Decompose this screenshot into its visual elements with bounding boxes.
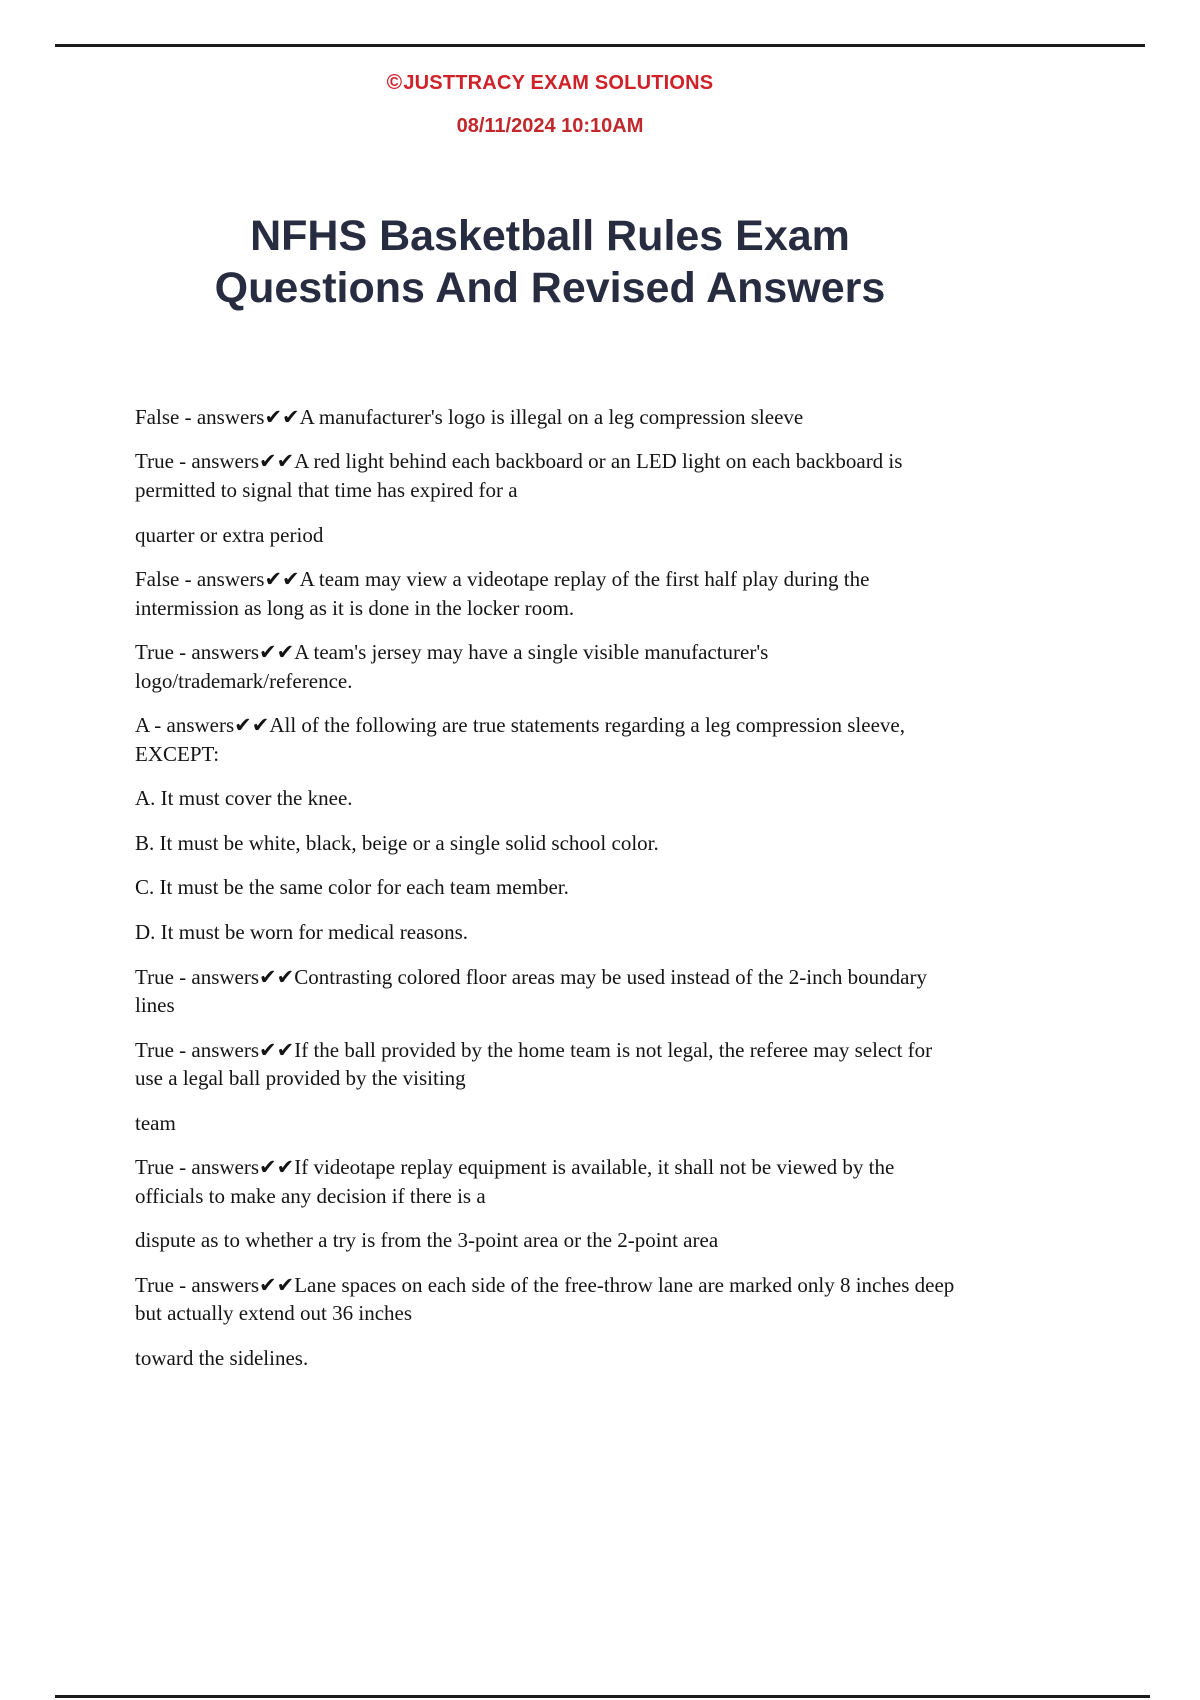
qa-paragraph: True - answers✔✔Contrasting colored floor areas may be used instead of the 2-inch boundary lines [135, 964, 927, 1018]
answer-option: A. It must cover the knee. [135, 786, 353, 811]
qa-paragraph: True - answers✔✔A red light behind each backboard or an LED light on each backboard is permitted to signal that time has expired for a [135, 449, 903, 502]
qa-paragraph: True - answers✔✔Lane spaces on each side of the free-throw lane are marked only 8 inches deep but actually extend out 36 inches [135, 1272, 955, 1326]
answer-option: C. It must be the same color for each team member. [135, 875, 569, 900]
top-divider [55, 44, 1145, 47]
brand-line [135, 71, 965, 95]
qa-paragraph: quarter or extra period [135, 522, 324, 547]
document-body [135, 403, 965, 1373]
qa-paragraph: True - answers✔✔If the ball provided by the home team is not legal, the referee may select for use a legal ball provided by the visiting [135, 1037, 933, 1091]
document-title: NFHS Basketball Rules Exam Questions And Revised Answers [214, 212, 886, 313]
answer-option: B. It must be white, black, beige or a single solid school color. [135, 830, 659, 855]
document-header [135, 71, 965, 138]
qa-paragraph: False - answers✔✔A manufacturer's logo is illegal on a leg compression sleeve [135, 404, 804, 429]
brand-name: JUSTTRACY EXAM SOLUTIONS [403, 72, 714, 94]
copyright-icon: © [386, 71, 403, 94]
qa-paragraph: True - answers✔✔A team's jersey may have a single visible manufacturer's logo/trademark/reference. [135, 640, 769, 693]
answer-option: D. It must be worn for medical reasons. [135, 920, 468, 945]
qa-paragraph: team [135, 1110, 176, 1135]
qa-paragraph: False - answers✔✔A team may view a videotape replay of the first half play during the intermission as long as it is done in the locker room. [135, 567, 870, 620]
content-column [135, 71, 965, 1373]
bottom-divider [55, 1695, 1150, 1698]
qa-paragraph: True - answers✔✔If videotape replay equipment is available, it shall not be viewed by the officials to make any decision if there is a [135, 1155, 895, 1208]
header-datetime: 08/11/2024 10:10AM [456, 115, 644, 137]
qa-paragraph: toward the sidelines. [135, 1346, 309, 1371]
qa-paragraph: dispute as to whether a try is from the 3-point area or the 2-point area [135, 1228, 719, 1253]
qa-paragraph: A - answers✔✔All of the following are true statements regarding a leg compression sleeve, EXCEPT: [135, 713, 905, 766]
